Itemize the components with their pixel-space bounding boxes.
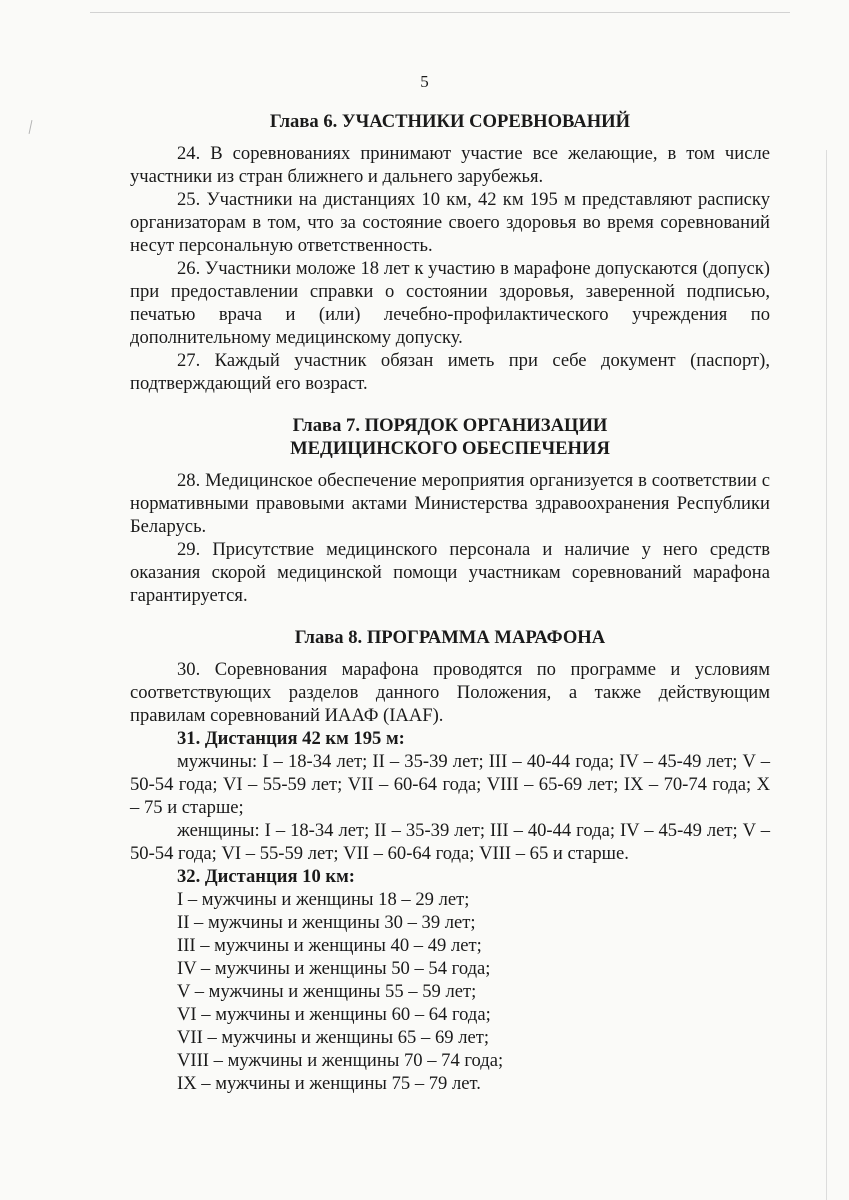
page-number: 5 bbox=[420, 72, 429, 91]
age-group-line: V – мужчины и женщины 55 – 59 лет; bbox=[177, 981, 477, 1002]
age-group-line: VII – мужчины и женщины 65 – 69 лет; bbox=[177, 1027, 490, 1048]
scan-artifact-left bbox=[29, 120, 33, 134]
paragraph-26: 26. Участники моложе 18 лет к участию в марафоне допускаются (допуск) при предоставлении справки о состоянии здоровья, заверенной подписью, печатью врача и (или) лечебно-профилактического учреждения по дополнительному медицинскому допуску. bbox=[130, 258, 770, 348]
scan-artifact-right bbox=[826, 150, 827, 1200]
paragraph-30: 30. Соревнования марафона проводятся по программе и условиям соответствующих разделов данного Положения, а также действующим правилам соревнований ИААФ (IAAF). bbox=[130, 659, 770, 726]
age-group-line: VIII – мужчины и женщины 70 – 74 года; bbox=[177, 1050, 504, 1071]
age-group-line: VI – мужчины и женщины 60 – 64 года; bbox=[177, 1004, 491, 1025]
paragraph-24: 24. В соревнованиях принимают участие все желающие, в том числе участники из стран ближнего и дальнего зарубежья. bbox=[130, 143, 770, 187]
paragraph-28: 28. Медицинское обеспечение мероприятия организуется в соответствии с нормативными правовыми актами Министерства здравоохранения Республики Беларусь. bbox=[130, 470, 770, 537]
document-body bbox=[130, 110, 770, 1095]
age-group-line: III – мужчины и женщины 40 – 49 лет; bbox=[177, 935, 482, 956]
distance-32-heading: 32. Дистанция 10 км: bbox=[177, 866, 355, 887]
distance-31-women: женщины: I – 18-34 лет; II – 35-39 лет; III – 40-44 года; IV – 45-49 лет; V – 50-54 года; VI – 55-59 лет; VII – 60-64 года; VIII – 65 и старше. bbox=[130, 820, 770, 864]
chapter-7-heading-line-1: Глава 7. ПОРЯДОК ОРГАНИЗАЦИИ bbox=[292, 415, 608, 436]
paragraph-25: 25. Участники на дистанциях 10 км, 42 км 195 м представляют расписку организаторам в том, что за состояние своего здоровья во время соревнований несут персональную ответственность. bbox=[130, 189, 770, 256]
chapter-8-heading: Глава 8. ПРОГРАММА МАРАФОНА bbox=[294, 627, 606, 648]
scan-artifact-top bbox=[90, 12, 790, 13]
distance-31-heading: 31. Дистанция 42 км 195 м: bbox=[177, 728, 405, 749]
paragraph-27: 27. Каждый участник обязан иметь при себе документ (паспорт), подтверждающий его возраст. bbox=[130, 350, 770, 394]
distance-31-men: мужчины: I – 18-34 лет; II – 35-39 лет; III – 40-44 года; IV – 45-49 лет; V – 50-54 года; VI – 55-59 лет; VII – 60-64 года; VIII – 65-69 лет; IX – 70-74 года; X – 75 и старше; bbox=[130, 751, 770, 818]
age-group-line: II – мужчины и женщины 30 – 39 лет; bbox=[177, 912, 476, 933]
paragraph-29: 29. Присутствие медицинского персонала и наличие у него средств оказания скорой медицинской помощи участникам соревнований марафона гарантируется. bbox=[130, 539, 770, 606]
age-group-line: IX – мужчины и женщины 75 – 79 лет. bbox=[177, 1073, 481, 1094]
chapter-7-heading-line-2: МЕДИЦИНСКОГО ОБЕСПЕЧЕНИЯ bbox=[290, 438, 610, 459]
chapter-6-heading: Глава 6. УЧАСТНИКИ СОРЕВНОВАНИЙ bbox=[269, 111, 631, 132]
age-group-line: IV – мужчины и женщины 50 – 54 года; bbox=[177, 958, 491, 979]
age-group-line: I – мужчины и женщины 18 – 29 лет; bbox=[177, 889, 470, 910]
